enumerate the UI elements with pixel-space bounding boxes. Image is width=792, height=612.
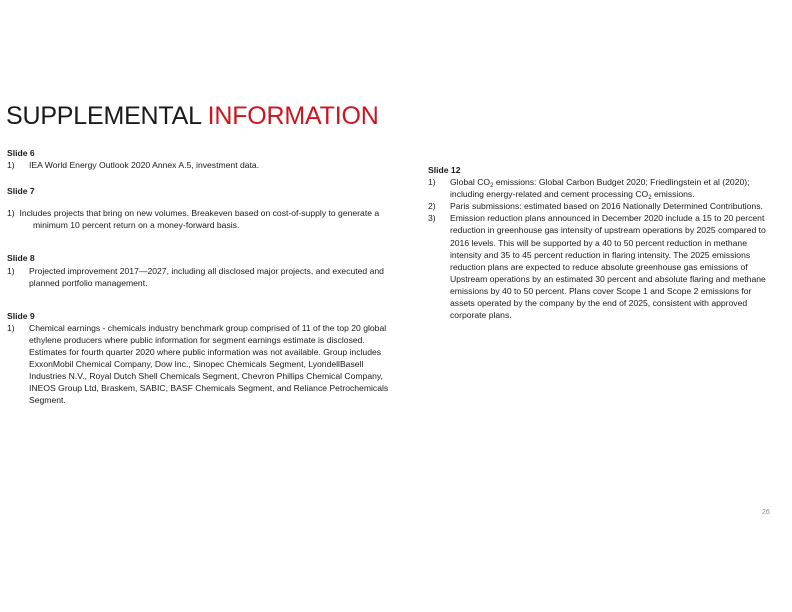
- title-main: SUPPLEMENTAL: [6, 102, 201, 130]
- slide8-note-1: [7, 265, 392, 289]
- note-text: Emission reduction plans announced in December 2020 include a 15 to 20 percent reduction in greenhouse gas intensity of upstream operations by 2025 compared to 2016 levels. This will be supported by a 40 to 50 percent reduction in methane intensity and 35 to 45 percent reduction in flaring intensity. The 2025 emissions reduction plans are expected to reduce absolute greenhouse gas emissions of Upstream operations by an estimated 30 percent and absolute flaring and methane emissions by 40 to 50 percent. Plans cover Scope 1 and Scope 2 emissions for assets operated by the company by the end of 2025, consistent with approved corporate plans.: [450, 213, 766, 321]
- note-number: 3): [428, 213, 436, 224]
- note-number: 1): [7, 208, 15, 219]
- note-text: Projected improvement 2017—2027, including all disclosed major projects, and executed and planned portfolio management.: [29, 265, 384, 288]
- slide8-heading: Slide 8: [7, 253, 35, 264]
- slide12-note-1: [428, 176, 773, 200]
- note-number: 1): [7, 160, 15, 171]
- slide12-heading: Slide 12: [428, 165, 461, 175]
- note-text: Includes projects that bring on new volumes. Breakeven based on cost-of-supply to generate a minimum 10 percent return on a money-forward basis.: [19, 208, 380, 231]
- note-text-part: emissions.: [651, 189, 695, 200]
- page-title: [6, 101, 379, 131]
- subscript-2: 2: [648, 195, 652, 202]
- note-text: Paris submissions: estimated based on 2016 Nationally Determined Contributions.: [450, 201, 763, 212]
- subscript-2: 2: [490, 183, 494, 190]
- left-notes-column: [7, 147, 392, 407]
- note-number: 1): [7, 265, 15, 276]
- note-text: IEA World Energy Outlook 2020 Annex A.5, investment data.: [29, 160, 260, 171]
- note-number: 2): [428, 201, 436, 212]
- slide12-note-2: [428, 200, 773, 212]
- note-text-part: emissions: Global Carbon Budget 2020; Friedlingstein et al (2020); including energy-related and cement processing CO: [450, 177, 750, 200]
- slide9-note-1: [7, 322, 392, 407]
- slide7-heading: Slide 7: [7, 186, 35, 197]
- slide9-heading: Slide 9: [7, 310, 35, 321]
- note-number: 1): [428, 177, 436, 188]
- title-accent: INFORMATION: [207, 102, 379, 130]
- right-notes-column: [428, 164, 773, 321]
- note-number: 1): [7, 322, 15, 333]
- slide12-note-3: [428, 212, 773, 321]
- slide6-note-1: [7, 159, 392, 171]
- note-text-part: Global CO: [450, 177, 491, 188]
- note-text: Chemical earnings - chemicals industry benchmark group comprised of 11 of the top 20 global ethylene producers where public information for segment earnings estimate is disclosed. Estimates for fourth quarter 2020 where public information was not available. Group includes ExxonMobil Chemical Company, Dow Inc., Sinopec Chemicals Segment, LyondellBasell Industries N.V., Royal Dutch Shell Chemicals Segment, Chevron Phillips Chemical Company, INEOS Group Ltd, Braskem, SABIC, BASF Chemicals Segment, and Reliance Petrochemicals Segment.: [29, 322, 389, 406]
- note-text: [450, 177, 750, 202]
- page-number: 26: [762, 509, 770, 516]
- slide7-note-1: [7, 207, 392, 231]
- slide6-heading: Slide 6: [7, 148, 35, 158]
